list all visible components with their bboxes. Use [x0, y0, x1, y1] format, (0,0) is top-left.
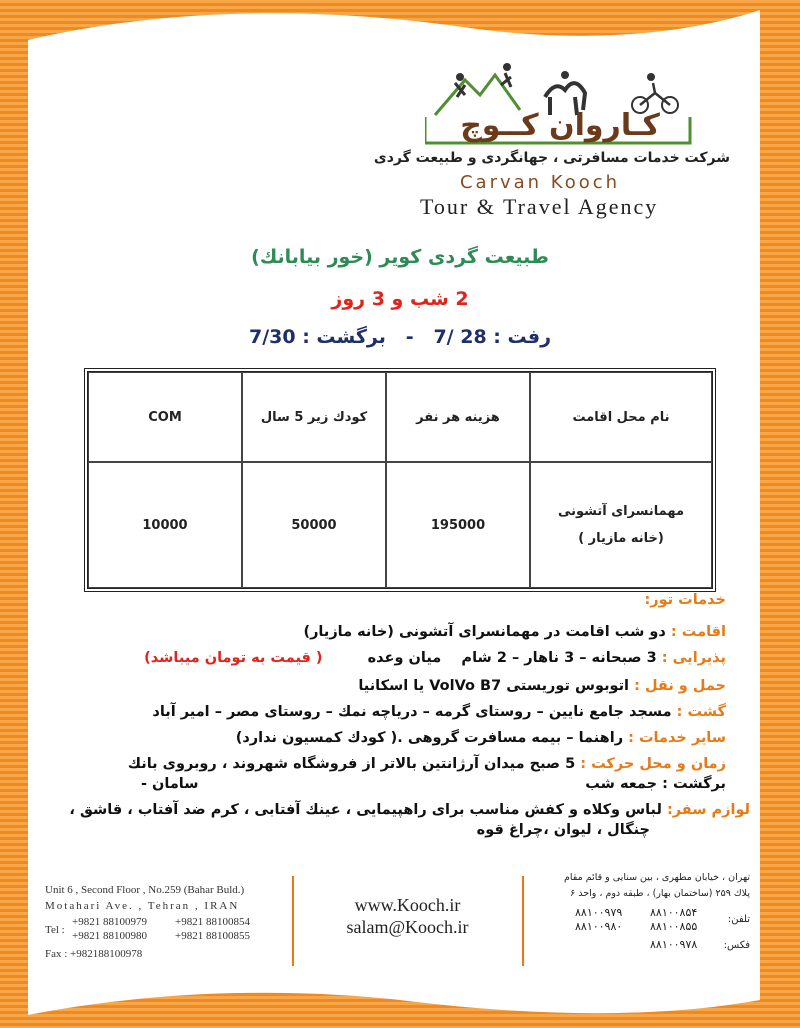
table-header-row [88, 372, 712, 462]
company-name-fa: شرکت خدمات مسافرتی ، جهانگردی و طبیعت گردی [373, 150, 730, 166]
gear-text: لباس وکلاه و کفش مناسب برای راهپیمایی ، عینك آفتابی ، کرم ضد آفتاب ، قاشق ، [69, 802, 662, 818]
company-name-en: Carvan Kooch [459, 172, 621, 193]
cell-price: 195000 [386, 462, 530, 588]
stay-text: دو شب اقامت در مهمانسرای آتشونی (خانه مازیار) [303, 624, 666, 640]
cell-com: 10000 [88, 462, 242, 588]
tour-dates: رفت : 28 /7 - برگشت : 7/30 [248, 326, 552, 348]
other-label: سایر خدمات : [628, 730, 726, 746]
fa-address-line2: پلاك ۲۵۹ (ساختمان بهار) ، طبقه دوم ، واحد ۶ [570, 888, 750, 899]
email-link[interactable]: salam@Kooch.ir [346, 917, 469, 937]
food-text: 3 صبحانه – 3 ناهار – 2 شام میان وعده [367, 650, 657, 666]
hotel-name: مهمانسرای آتشونی [557, 504, 685, 519]
cell-hotel [530, 462, 712, 588]
return-text: برگشت : جمعه شب [585, 776, 726, 792]
header-com: COM [88, 372, 242, 462]
header-price: هزینه هر نفر [386, 372, 530, 462]
price-currency-note: ( قیمت به تومان میباشد) [144, 650, 323, 666]
depart-label: زمان و محل حرکت : [580, 756, 726, 772]
fa-tel-1: ۸۸۱۰۰۸۵۴ [650, 906, 698, 919]
service-transport [358, 678, 726, 694]
gear-line2: چنگال ، لیوان ،چراغ قوه [476, 822, 650, 838]
depart-text: 5 صبح میدان آرژانتین بالاتر از فروشگاه شهروند ، روبروی بانك [127, 756, 576, 772]
table-row [88, 462, 712, 588]
other-text: راهنما – بیمه مسافرت گروهی .( کودك کمسیون ندارد) [235, 730, 624, 746]
service-departure [128, 756, 726, 772]
tour-label: گشت : [676, 704, 726, 720]
logo-name-fa: کـاروان کــوچ [460, 108, 660, 143]
fa-tel-3: ۸۸۱۰۰۹۷۹ [575, 906, 623, 919]
service-food [144, 650, 726, 666]
service-tour [152, 704, 726, 720]
tour-title: طبیعت گردی کویر (خور بیابانك) [251, 246, 549, 268]
address-line1: Unit 6 , Second Floor , No.259 (Bahar Buld.) [45, 884, 245, 896]
fa-tel-label: تلفن: [727, 914, 750, 925]
cell-child: 50000 [242, 462, 386, 588]
fa-tel-2: ۸۸۱۰۰۸۵۵ [650, 920, 698, 933]
stay-label: اقامت : [670, 624, 726, 640]
hotel-subname: (خانه مازیار ) [578, 531, 664, 546]
tel-label: Tel : [45, 924, 65, 936]
header-hotel: نام محل اقامت [530, 372, 712, 462]
tel-1: +9821 88100979 [72, 916, 147, 928]
gear-label: لوازم سفر: [666, 802, 750, 818]
services-heading: خدمات تور: [644, 592, 726, 608]
footer-divider-right [522, 876, 524, 966]
food-label: پذیرایی : [661, 650, 726, 666]
depart-line2: سامان - [140, 776, 199, 792]
fa-fax-label: فکس: [723, 940, 750, 951]
service-other [236, 730, 726, 746]
tel-4: +9821 88100855 [175, 930, 250, 942]
agency-tagline: Tour & Travel Agency [420, 194, 659, 219]
transport-label: حمل و نقل : [634, 678, 726, 694]
tour-duration: 2 شب و 3 روز [331, 288, 469, 310]
header-child: کودك زیر 5 سال [242, 372, 386, 462]
price-table [84, 368, 716, 592]
fax-number: Fax : +982188100978 [45, 948, 143, 960]
service-stay [303, 624, 726, 640]
service-gear [69, 802, 750, 818]
footer-divider-left [292, 876, 294, 966]
service-departure-line2 [141, 776, 726, 792]
tel-3: +9821 88100854 [175, 916, 250, 928]
website-link[interactable]: www.Kooch.ir [354, 895, 461, 915]
fa-fax-number: ۸۸۱۰۰۹۷۸ [650, 938, 698, 951]
transport-text: اتوبوس توریستی VolVo B7 یا اسکانیا [358, 678, 630, 694]
address-line2: Motahari Ave. , Tehran , IRAN [45, 900, 240, 912]
fa-tel-4: ۸۸۱۰۰۹۸۰ [575, 920, 623, 933]
tel-2: +9821 88100980 [72, 930, 147, 942]
fa-address-line1: تهران ، خیابان مطهری ، بین سنایی و قائم مقام [564, 872, 750, 883]
tour-text: مسجد جامع نایین – روستای گرمه – دریاچه نمك – روستای مصر – امیر آباد [152, 704, 672, 720]
